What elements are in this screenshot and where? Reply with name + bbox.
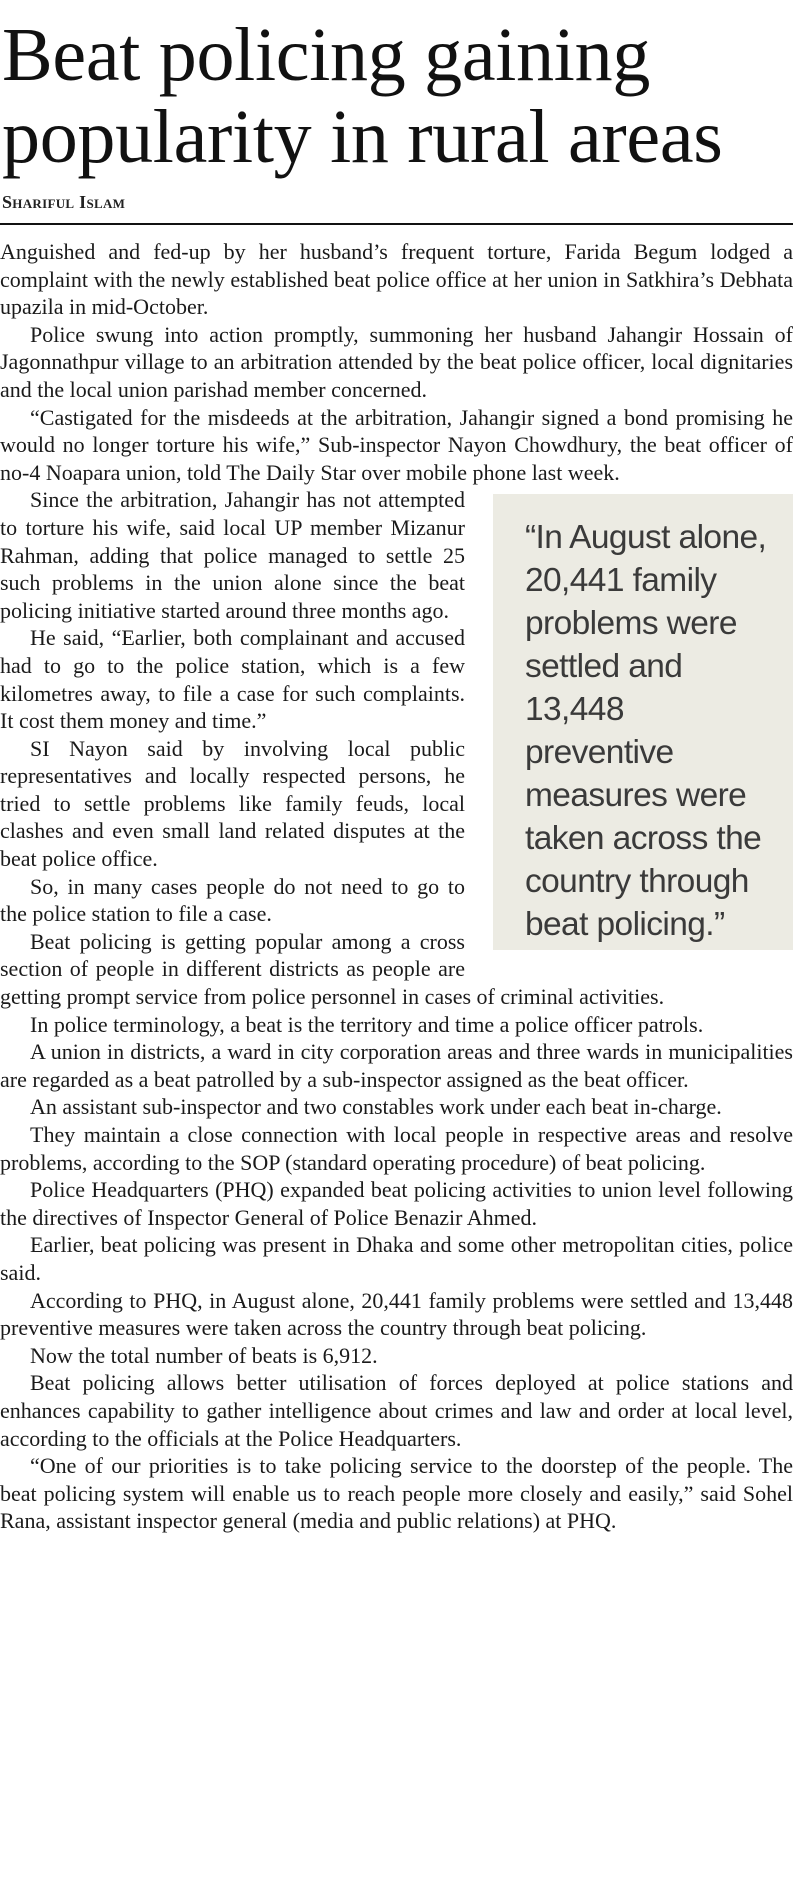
headline-line-2: popularity in rural areas xyxy=(2,95,723,179)
headline xyxy=(2,14,792,178)
paragraph: In police terminology, a beat is the territory and time a police officer patrols. xyxy=(30,1011,704,1037)
paragraph: A union in districts, a ward in city corporation areas and three wards in municipalities are regarded as a beat patrolled by a sub-inspector assigned as the beat officer. xyxy=(0,1039,793,1092)
paragraph: Now the total number of beats is 6,912. xyxy=(30,1342,378,1368)
headline-line-1: Beat policing gaining xyxy=(2,13,651,97)
paragraph: “One of our priorities is to take policing service to the doorstep of the people. The beat policing system will enable us to reach people more closely and easily,” said Sohel Rana, assistant inspector general (media and public relations) at PHQ. xyxy=(0,1453,793,1534)
pull-quote-box xyxy=(493,494,793,950)
article-body xyxy=(0,238,793,1535)
paragraph: Beat policing allows better utilisation of forces deployed at police stations and enhances capability to gather intelligence about crimes and law and order at local level, according to the officials at the Police Headquarters. xyxy=(0,1370,793,1451)
paragraph: They maintain a close connection with local people in respective areas and resolve problems, according to the SOP (standard operating procedure) of beat policing. xyxy=(0,1122,793,1175)
paragraph: SI Nayon said by involving local public representatives and locally respected persons, he tried to settle problems like family feuds, local clashes and even small land related disputes at the beat police office. xyxy=(0,735,465,872)
paragraph: Since the arbitration, Jahangir has not attempted to torture his wife, said local UP member Mizanur Rahman, adding that police managed to settle 25 such problems in the union alone since the beat policing initiative started around three months ago. xyxy=(0,487,465,623)
paragraph: “Castigated for the misdeeds at the arbitration, Jahangir signed a bond promising he would no longer torture his wife,” Sub-inspector Nayon Chowdhury, the beat officer of no-4 Noapara union, told The Daily Star over mobile phone last week. xyxy=(0,404,793,485)
paragraph: Police swung into action promptly, summoning her husband Jahangir Hossain of Jagonnathpur village to an arbitration attended by the beat police officer, local dignitaries and the local union parishad member concerned. xyxy=(0,321,793,402)
paragraph: So, in many cases people do not need to go to the police station to file a case. xyxy=(0,873,465,927)
paragraph: He said, “Earlier, both complainant and accused had to go to the police station, which is a few kilometres away, to file a case for such complaints. It cost them money and time.” xyxy=(0,625,465,734)
paragraph: According to PHQ, in August alone, 20,441 family problems were settled and 13,448 preventive measures were taken across the country through beat policing. xyxy=(0,1287,793,1341)
paragraph: Beat policing is getting popular among a cross section of people in different districts as people are getting prompt service from police personnel in cases of criminal activities. xyxy=(0,928,665,1010)
paragraph: Anguished and fed-up by her husband’s frequent torture, Farida Begum lodged a complaint with the newly established beat police office at her union in Satkhira’s Debhata upazila in mid-October. xyxy=(0,239,793,320)
paragraph: An assistant sub-inspector and two constables work under each beat in-charge. xyxy=(30,1094,722,1120)
byline: Shariful Islam xyxy=(2,192,126,212)
byline-divider xyxy=(0,223,793,225)
paragraph: Police Headquarters (PHQ) expanded beat policing activities to union level following the directives of Inspector General of Police Benazir Ahmed. xyxy=(0,1177,793,1230)
pull-quote-text: “In August alone, 20,441 family problems were settled and 13,448 preventive measures were taken across the country through beat policing.” xyxy=(525,519,767,944)
paragraph: Earlier, beat policing was present in Dhaka and some other metropolitan cities, police said. xyxy=(0,1232,793,1285)
